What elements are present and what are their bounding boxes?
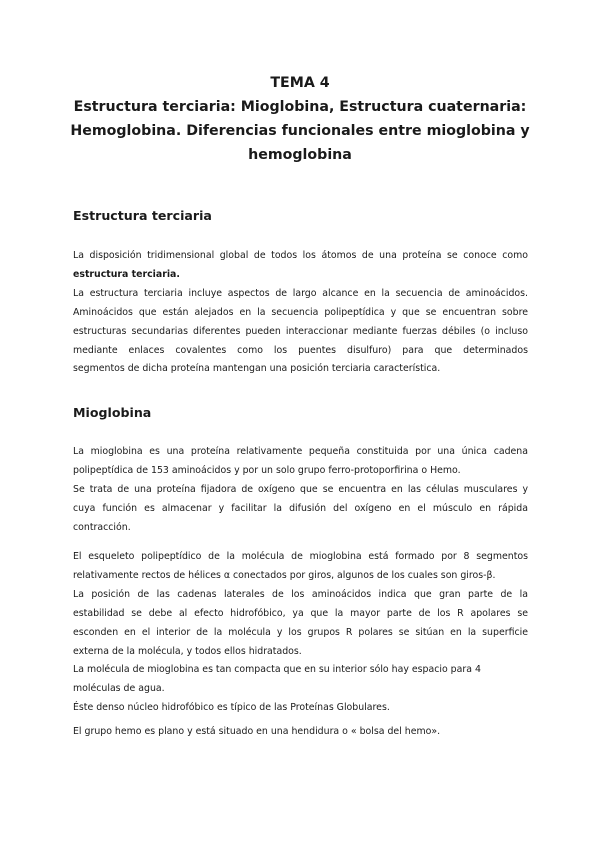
text-line: cuya función es almacenar y facilitar la difusión del oxígeno en el músculo en rápida [73,502,528,514]
paragraph-mioglobina-3 [73,723,528,742]
text-line: relativamente rectos de hélices α conectados por giros, algunos de los cuales son giros-β. [73,569,496,581]
text-line: segmentos de dicha proteína mantengan una posición terciaria característica. [73,363,441,375]
text-line: polipeptídica de 153 aminoácidos y por un solo grupo ferro-protoporfirina o Hemo. [73,464,461,476]
text-line: La disposición tridimensional global de todos los átomos de una proteína se conoce como [73,250,528,261]
text-line: mediante enlaces covalentes como los puentes disulfuro) para que determinados [73,344,528,356]
text-line: Aminoácidos que están alejados en la secuencia polipeptídica y que se encuentran sobre [73,306,528,318]
text-line: estructuras secundarias diferentes pueden interaccionar mediante fuerzas débiles (o incluso [73,325,528,337]
paragraph-mioglobina-1 [73,443,528,538]
text-line: La estructura terciaria incluye aspectos de largo alcance en la secuencia de aminoácidos. [73,287,528,299]
text-line: La mioglobina es una proteína relativamente pequeña constituida por una única cadena [73,446,528,457]
text-line: esconden en el interior de la molécula y los grupos R polares se sitúan en la superficie [73,626,528,638]
paragraph-mioglobina-2 [73,548,528,718]
heading-mioglobina: Mioglobina [73,405,152,420]
title-line-3: Hemoglobina. Diferencias funcionales entre mioglobina y [70,123,530,139]
title-line-2: Estructura terciaria: Mioglobina, Estructura cuaternaria: [73,99,527,115]
text-line: externa de la molécula, y todos ellos hidratados. [73,645,302,657]
text-line: moléculas de agua. [73,683,165,695]
text-line: La posición de las cadenas laterales de los aminoácidos indica que gran parte de la [73,588,528,600]
text-line: Éste denso núcleo hidrofóbico es típico de las Proteínas Globulares. [73,702,390,714]
paragraph-estructura-terciaria [73,247,528,379]
text-line: estabilidad se debe al efecto hidrofóbico, ya que la mayor parte de los R apolares se [73,607,528,619]
text-line: La molécula de mioglobina es tan compacta que en su interior sólo hay espacio para 4 [73,664,481,676]
text-line: contracción. [73,521,131,533]
title-line-1: TEMA 4 [270,75,330,91]
page-title [60,71,540,167]
text-line: El esqueleto polipeptídico de la molécula de mioglobina está formado por 8 segmentos [73,551,528,562]
title-line-4: hemoglobina [248,147,352,163]
heading-estructura-terciaria: Estructura terciaria [73,208,212,223]
text-line: Se trata de una proteína fijadora de oxígeno que se encuentra en las células musculares y [73,483,528,495]
text-line-bold: estructura terciaria. [73,268,180,280]
text-line: El grupo hemo es plano y está situado en una hendidura o « bolsa del hemo». [73,726,441,737]
